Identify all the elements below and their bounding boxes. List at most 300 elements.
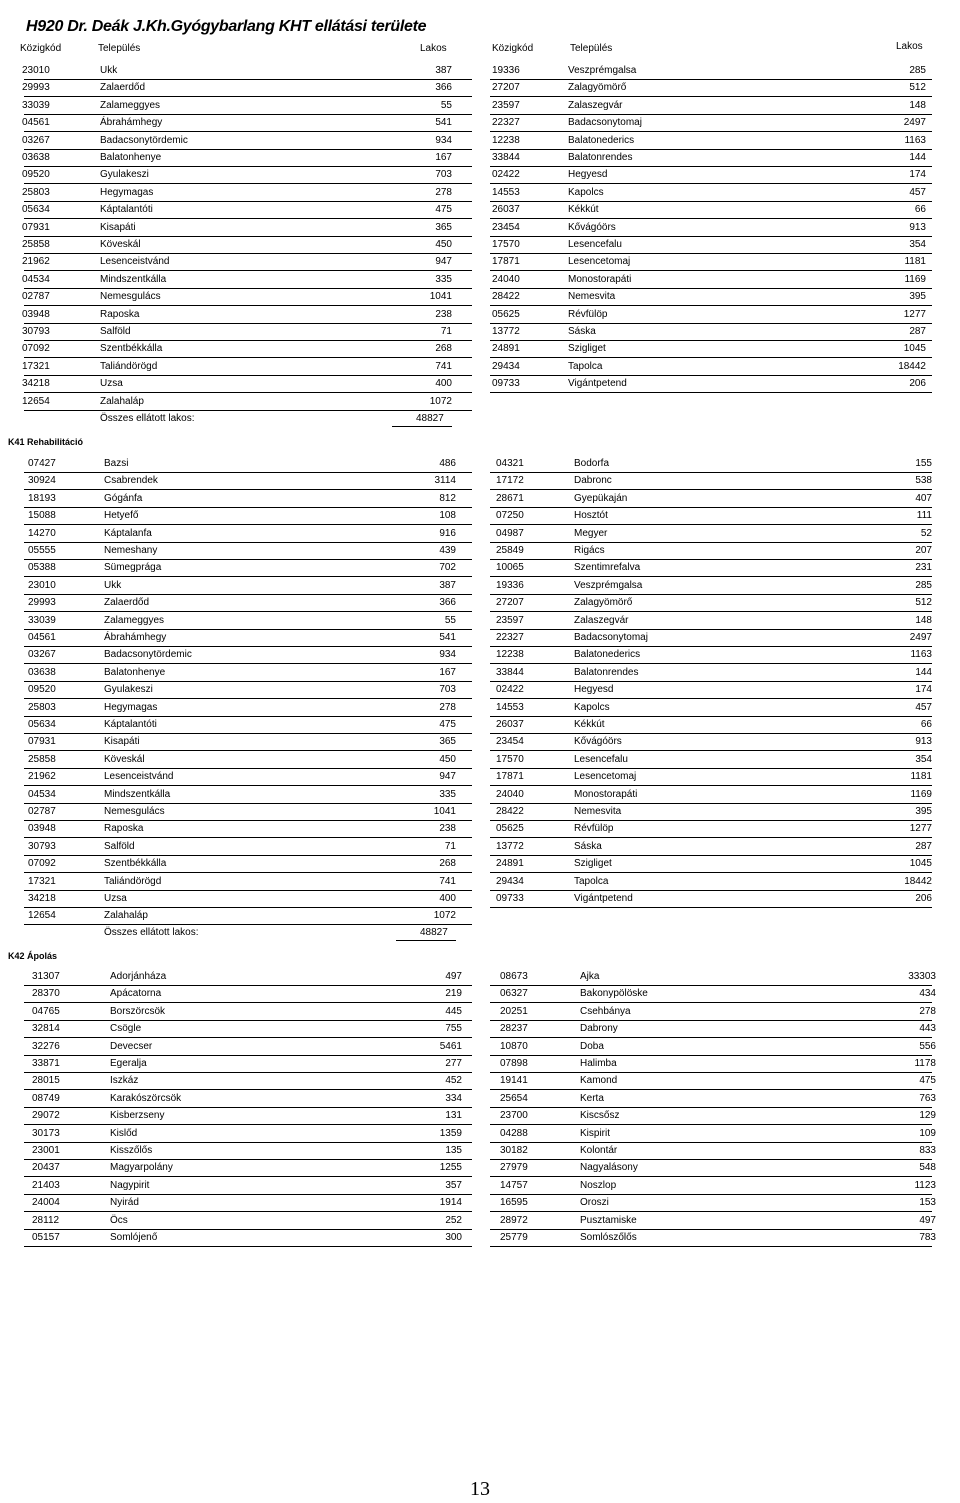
population-cell-2: 512 [915,597,932,609]
table-row [0,578,960,595]
settlement-cell: Borszörcsök [110,1005,166,1017]
table-row [0,376,960,393]
code-cell: 05157 [32,1232,60,1243]
code-cell: 09520 [22,169,50,181]
population-cell: 387 [439,579,456,591]
code-cell-2: 33844 [496,666,524,678]
settlement-cell-2: Balatonrendes [568,152,633,163]
settlement-cell-2: Kővágóörs [574,736,622,748]
row-rule [24,924,472,925]
code-cell: 03638 [22,152,50,163]
population-cell-2: 231 [915,562,932,574]
settlement-cell: Kisberzseny [110,1110,165,1122]
page-number: 13 [470,1478,490,1500]
settlement-cell-2: Hosztót [574,510,608,522]
population-cell: 71 [444,840,456,852]
total-label: Összes ellátott lakos: [104,927,199,938]
population-cell-2: 66 [920,719,932,730]
population-cell: 702 [439,562,456,574]
code-cell: 28370 [32,988,60,1000]
settlement-cell-2: Badacsonytomaj [568,117,642,129]
settlement-cell-2: Rigács [574,545,605,556]
header-settlement-2: Település [570,43,613,54]
settlement-cell-2: Megyer [574,527,608,539]
code-cell: 25858 [22,239,50,250]
table-row [0,1108,960,1125]
table-row [0,908,960,925]
population-cell: 1359 [439,1127,462,1139]
population-cell-2: 1045 [903,343,926,355]
population-cell-2: 457 [909,186,926,198]
settlement-cell: Taliándörögd [100,360,158,372]
code-cell: 24004 [32,1197,60,1209]
table-row [0,752,960,769]
population-cell-2: 174 [909,169,926,181]
population-cell: 1041 [433,806,456,817]
population-cell: 278 [435,186,452,198]
code-cell-2: 23454 [492,221,520,233]
settlement-cell-2: Doba [580,1040,604,1052]
code-cell: 04534 [28,788,56,800]
settlement-cell-2: Hegyesd [568,169,608,181]
code-cell-2: 25654 [500,1092,528,1104]
code-cell-2: 17871 [492,256,520,268]
table-row [0,804,960,821]
population-cell: 703 [435,169,452,181]
settlement-cell: Hegymagas [104,701,158,713]
settlement-cell: Lesenceistvánd [100,256,170,268]
population-cell-2: 287 [915,840,932,852]
code-cell-2: 05625 [492,308,520,320]
settlement-cell: Hegymagas [100,186,154,198]
population-cell: 5461 [439,1040,462,1052]
population-cell: 541 [435,117,452,129]
settlement-cell: Balatonhenye [100,152,162,163]
table-row [0,307,960,324]
population-cell: 334 [445,1092,462,1104]
code-cell: 03948 [28,823,56,835]
settlement-cell-2: Dabrony [580,1023,618,1035]
code-cell: 17321 [22,360,50,372]
population-cell-2: 155 [915,458,932,469]
population-cell: 268 [435,343,452,355]
settlement-cell: Nemeshany [104,545,158,556]
table-row [0,856,960,873]
code-cell: 29993 [22,82,50,94]
settlement-cell: Adorjánháza [110,971,167,982]
settlement-cell: Szentbékkálla [100,343,163,355]
settlement-cell: Lesenceistvánd [104,771,174,783]
settlement-cell: Ábrahámhegy [100,117,163,129]
settlement-cell-2: Lesencefalu [574,753,628,765]
table-row [0,1143,960,1160]
population-cell-2: 1123 [914,1179,936,1191]
code-cell: 23010 [28,579,56,591]
population-cell: 365 [435,221,452,233]
code-cell-2: 17570 [492,239,520,250]
table-row [0,1091,960,1108]
settlement-cell: Nagypirit [110,1179,150,1191]
settlement-cell: Badacsonytördemic [100,134,188,146]
code-cell-2: 06327 [500,988,528,1000]
settlement-cell-2: Nagyalásony [580,1162,638,1174]
settlement-cell-2: Oroszi [580,1197,609,1209]
settlement-cell-2: Ajka [580,971,600,982]
settlement-cell: Köveskál [104,753,145,765]
code-cell: 21403 [32,1179,60,1191]
code-cell-2: 25849 [496,545,524,556]
table-row [0,324,960,341]
settlement-cell: Zalameggyes [104,614,165,626]
settlement-cell-2: Kővágóörs [568,221,616,233]
settlement-cell: Zalahaláp [104,910,148,922]
population-cell: 1041 [429,291,452,303]
settlement-cell: Karakószörcsök [110,1092,182,1104]
population-cell-2: 129 [919,1110,936,1122]
settlement-cell-2: Zalagyömörő [568,82,627,94]
settlement-cell-2: Révfülöp [568,308,608,320]
table-row [0,543,960,560]
table-row [0,787,960,804]
code-cell-2: 16595 [500,1197,528,1209]
population-cell: 947 [439,771,456,783]
population-cell-2: 1181 [910,771,932,783]
settlement-cell: Raposka [100,308,140,320]
code-cell: 07092 [22,343,50,355]
settlement-cell: Salföld [104,840,135,852]
settlement-cell-2: Balatonrendes [574,666,639,678]
population-cell: 387 [435,65,452,76]
code-cell: 14270 [28,527,56,539]
code-cell: 04561 [22,117,50,129]
settlement-cell-2: Veszprémgalsa [574,579,643,591]
settlement-cell-2: Szigliget [574,858,612,870]
code-cell-2: 23454 [496,736,524,748]
settlement-cell-2: Vigántpetend [568,378,627,390]
table-row [0,115,960,132]
code-cell: 20437 [32,1162,60,1174]
population-cell: 400 [439,893,456,904]
settlement-cell: Kisszőlős [110,1145,153,1156]
settlement-cell-2: Csehbánya [580,1005,631,1017]
settlement-cell: Zalahaláp [100,395,144,407]
code-cell: 23010 [22,65,50,76]
population-cell-2: 548 [919,1162,936,1174]
population-cell-2: 285 [915,579,932,591]
code-cell-2: 28671 [496,492,524,504]
code-cell-2: 17871 [496,771,524,783]
table-row [0,508,960,525]
code-cell-2: 22327 [492,117,520,129]
code-cell: 30793 [22,326,50,337]
settlement-cell: Gyulakeszi [100,169,149,181]
settlement-cell-2: Nemesvita [568,291,616,303]
population-cell-2: 1277 [903,308,926,320]
code-cell-2: 08673 [500,971,528,982]
table-row [0,237,960,254]
settlement-cell: Mindszentkálla [104,788,171,800]
table-row [0,769,960,786]
settlement-cell-2: Sáska [574,840,602,852]
population-cell-2: 148 [909,99,926,111]
code-cell-2: 17570 [496,753,524,765]
settlement-cell-2: Balatonederics [568,134,635,146]
settlement-cell: Zalaerdőd [104,597,150,609]
settlement-cell: Iszkáz [110,1075,139,1087]
settlement-cell-2: Kolontár [580,1145,618,1156]
settlement-cell: Magyarpolány [110,1162,173,1174]
code-cell-2: 17172 [496,475,524,487]
settlement-cell: Raposka [104,823,144,835]
code-cell: 28015 [32,1075,60,1087]
settlement-cell-2: Veszprémgalsa [568,65,637,76]
code-cell: 07427 [28,458,56,469]
population-cell: 131 [445,1110,462,1122]
settlement-cell: Balatonhenye [104,666,166,678]
settlement-cell: Somlójenő [110,1232,158,1243]
code-cell-2: 28422 [492,291,520,303]
code-cell-2: 27207 [496,597,524,609]
code-cell-2: 14757 [500,1179,528,1191]
population-cell-2: 1169 [910,788,932,800]
population-cell-2: 148 [915,614,932,626]
table-row [0,289,960,306]
total-label: Összes ellátott lakos: [100,413,195,424]
settlement-cell-2: Lesencetomaj [568,256,631,268]
settlement-cell: Kislőd [110,1127,138,1139]
population-cell-2: 475 [919,1075,936,1087]
header-pop-2: Lakos [896,41,923,52]
table-row [0,526,960,543]
population-cell-2: 763 [919,1092,936,1104]
population-cell-2: 1163 [904,134,926,146]
settlement-cell-2: Kispirit [580,1127,611,1139]
settlement-cell-2: Kerta [580,1092,604,1104]
table-row [0,682,960,699]
population-cell-2: 52 [920,527,932,539]
table-row [0,630,960,647]
code-cell: 02787 [22,291,50,303]
settlement-cell-2: Kékkút [574,719,605,730]
settlement-cell: Ukk [100,65,118,76]
population-cell-2: 206 [915,893,932,904]
code-cell: 25803 [28,701,56,713]
table-row [0,473,960,490]
population-cell: 934 [439,649,456,661]
population-cell-2: 144 [915,666,932,678]
table-row [0,874,960,891]
code-cell: 33039 [28,614,56,626]
table-row [0,969,960,986]
table-row [0,1178,960,1195]
code-cell-2: 24891 [496,858,524,870]
table-row [0,1039,960,1056]
table-row [0,717,960,734]
population-cell-2: 111 [916,510,932,522]
code-cell-2: 26037 [496,719,524,730]
code-cell: 32276 [32,1040,60,1052]
code-cell-2: 28237 [500,1023,528,1035]
settlement-cell-2: Vigántpetend [574,893,633,904]
code-cell: 03267 [28,649,56,661]
code-cell: 12654 [28,910,56,922]
settlement-cell-2: Zalaszegvár [574,614,629,626]
table-row [0,1195,960,1212]
table-row [0,254,960,271]
table-row [0,359,960,376]
header-code-2: Közigkód [492,43,534,54]
population-cell: 741 [439,875,456,887]
population-cell-2: 913 [909,221,926,233]
code-cell-2: 29434 [496,875,524,887]
code-cell-2: 28422 [496,806,524,817]
population-cell: 475 [439,719,456,730]
population-cell-2: 174 [915,684,932,696]
population-cell: 400 [435,378,452,390]
code-cell-2: 25779 [500,1232,528,1243]
table-row [0,1126,960,1143]
row-rule [490,1246,932,1247]
code-cell-2: 23700 [500,1110,528,1122]
code-cell: 03638 [28,666,56,678]
population-cell: 335 [439,788,456,800]
population-cell: 238 [435,308,452,320]
code-cell-2: 27207 [492,82,520,94]
settlement-cell-2: Szentimrefalva [574,562,641,574]
population-cell-2: 538 [915,475,932,487]
population-cell-2: 1178 [914,1058,936,1069]
code-cell: 17321 [28,875,56,887]
code-cell-2: 14553 [496,701,524,713]
code-cell-2: 19336 [496,579,524,591]
code-cell-2: 12238 [492,134,520,146]
population-cell-2: 1277 [909,823,932,835]
code-cell: 33871 [32,1058,60,1069]
population-cell-2: 153 [919,1197,936,1209]
table-row [0,986,960,1003]
settlement-cell: Egeralja [110,1058,147,1069]
settlement-cell: Nemesgulács [104,806,165,817]
population-cell-2: 33303 [908,971,936,982]
settlement-cell: Taliándörögd [104,875,162,887]
settlement-cell-2: Lesencetomaj [574,771,637,783]
code-cell-2: 07898 [500,1058,528,1069]
code-cell-2: 02422 [492,169,520,181]
population-cell-2: 144 [909,152,926,163]
code-cell-2: 02422 [496,684,524,696]
population-cell: 357 [445,1179,462,1191]
population-cell-2: 497 [919,1214,936,1226]
population-cell: 277 [445,1058,462,1069]
settlement-cell-2: Nemesvita [574,806,622,817]
code-cell-2: 07250 [496,510,524,522]
population-cell-2: 913 [915,736,932,748]
code-cell-2: 23597 [492,99,520,111]
population-cell-2: 18442 [904,875,932,887]
population-cell: 300 [445,1232,462,1243]
code-cell: 32814 [32,1023,60,1035]
code-cell: 34218 [22,378,50,390]
code-cell: 07931 [28,736,56,748]
code-cell-2: 04288 [500,1127,528,1139]
code-cell: 05634 [22,204,50,216]
population-cell: 366 [439,597,456,609]
population-cell: 238 [439,823,456,835]
code-cell: 33039 [22,99,50,111]
table-row [0,80,960,97]
code-cell: 05555 [28,545,56,556]
table-row [0,185,960,202]
code-cell: 30793 [28,840,56,852]
code-cell: 04534 [22,273,50,285]
settlement-cell: Káptalanfa [104,527,152,539]
settlement-cell-2: Kapolcs [574,701,610,713]
code-cell: 25803 [22,186,50,198]
code-cell-2: 27979 [500,1162,528,1174]
code-cell: 02787 [28,806,56,817]
settlement-cell: Nyirád [110,1197,139,1209]
total-rule [396,940,456,941]
settlement-cell-2: Kamond [580,1075,618,1087]
population-cell-2: 443 [919,1023,936,1035]
header-code: Közigkód [20,43,62,54]
population-cell-2: 556 [919,1040,936,1052]
population-cell: 55 [444,614,456,626]
population-cell: 445 [445,1005,462,1017]
settlement-cell-2: Kapolcs [568,186,604,198]
population-cell: 497 [445,971,462,982]
table-row [0,1213,960,1230]
code-cell-2: 19336 [492,65,520,76]
code-cell: 03948 [22,308,50,320]
settlement-cell-2: Gyepükaján [574,492,628,504]
settlement-cell-2: Lesencefalu [568,239,622,250]
population-cell: 1072 [429,395,452,407]
table-row [0,700,960,717]
code-cell: 15088 [28,510,56,522]
population-cell-2: 1045 [909,858,932,870]
population-cell: 71 [440,326,452,337]
settlement-cell-2: Révfülöp [574,823,614,835]
row-rule [24,1246,472,1247]
population-cell: 167 [439,666,456,678]
table-row [0,1160,960,1177]
code-cell-2: 09733 [496,893,524,904]
population-cell: 252 [445,1214,462,1226]
population-cell: 135 [445,1145,462,1156]
population-cell: 268 [439,858,456,870]
code-cell-2: 10870 [500,1040,528,1052]
population-cell-2: 457 [915,701,932,713]
settlement-cell: Káptalantóti [100,204,153,216]
settlement-cell: Nemesgulács [100,291,161,303]
code-cell: 29072 [32,1110,60,1122]
settlement-cell: Bazsi [104,458,129,469]
table-row [0,98,960,115]
code-cell-2: 10065 [496,562,524,574]
population-cell: 3114 [434,475,456,487]
population-cell: 278 [439,701,456,713]
table-row [0,595,960,612]
population-cell-2: 206 [909,378,926,390]
total-rule [392,426,452,427]
population-cell: 486 [439,458,456,469]
settlement-cell-2: Kékkút [568,204,599,216]
code-cell-2: 22327 [496,632,524,643]
code-cell: 04765 [32,1005,60,1017]
settlement-cell: Csögle [110,1023,142,1035]
table-row [0,734,960,751]
